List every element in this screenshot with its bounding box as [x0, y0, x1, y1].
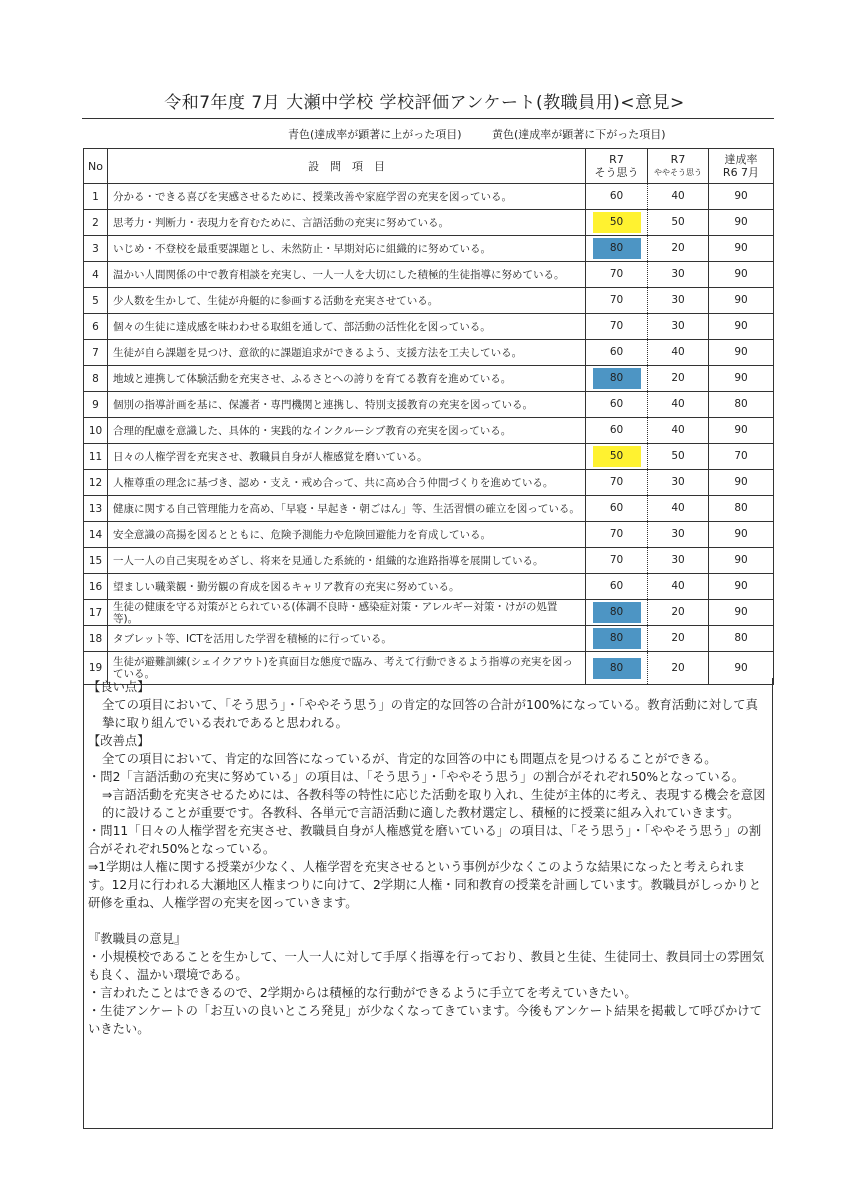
improvement-q11: ・問11「日々の人権学習を充実させ、教職員自身が人権感覚を磨いている」の項目は、「そう思う」・「ややそう思う」の割合がそれぞれ50%となっている。 — [88, 824, 762, 856]
somewhat-agree-value-text: 30 — [671, 528, 685, 540]
agree-value-text: 60 — [609, 424, 624, 436]
somewhat-agree-value — [648, 340, 709, 366]
staff-opinion-2: ・言われたことはできるので、2学期からは積極的な行動ができるように手立てを考えていきたい。 — [88, 986, 637, 1000]
agree-value — [586, 236, 648, 262]
row-number: 1 — [84, 184, 108, 210]
improvement-intro: 全ての項目において、肯定的な回答になっているが、肯定的な回答の中にも問題点を見つけるることができる。 — [102, 752, 717, 766]
legend-yellow: 黄色(達成率が顕著に下がった項目) — [492, 128, 666, 141]
staff-opinion-1: ・小規模校であることを生かして、一人一人に対して手厚く指導を行っており、教員と生徒、生徒同士、教員同士の雰囲気も良く、温かい環境である。 — [88, 950, 765, 982]
row-number: 10 — [84, 418, 108, 444]
question-text: 一人一人の自己実現をめざし、将来を見通した系統的・組織的な進路指導を展開している。 — [108, 548, 586, 574]
spacer — [84, 912, 772, 930]
achievement-rate-text: 90 — [734, 606, 748, 618]
somewhat-agree-value-text: 30 — [671, 554, 685, 566]
question-text: 個別の指導計画を基に、保護者・専門機関と連携し、特別支援教育の充実を図っている。 — [108, 392, 586, 418]
table-header-row — [84, 149, 774, 184]
somewhat-agree-value — [648, 470, 709, 496]
agree-value-text: 70 — [609, 294, 624, 306]
somewhat-agree-value-text: 40 — [671, 580, 685, 592]
staff-opinions-heading: 『教職員の意見』 — [88, 932, 187, 946]
row-number: 3 — [84, 236, 108, 262]
question-text: 合理的配慮を意識した、具体的・実践的なインクルーシブ教育の充実を図っている。 — [108, 418, 586, 444]
achievement-rate-text: 80 — [734, 502, 748, 514]
achievement-rate-text: 90 — [734, 216, 748, 228]
question-text: 地域と連携して体験活動を充実させ、ふるさとへの誇りを育てる教育を進めている。 — [108, 366, 586, 392]
agree-value-text: 80 — [593, 238, 641, 259]
table-row — [84, 184, 774, 210]
agree-value-text: 70 — [609, 268, 624, 280]
header-r7-somewhat — [648, 149, 709, 184]
table-row — [84, 392, 774, 418]
table-row — [84, 340, 774, 366]
agree-value — [586, 548, 648, 574]
row-number: 17 — [84, 600, 108, 626]
somewhat-agree-value-text: 40 — [671, 424, 685, 436]
achievement-rate-value — [709, 314, 774, 340]
agree-value — [586, 262, 648, 288]
agree-value — [586, 184, 648, 210]
achievement-rate-text: 70 — [734, 450, 748, 462]
header-r7-somewhat-label: ややそう思う — [654, 168, 702, 177]
achievement-rate-value — [709, 210, 774, 236]
row-number: 7 — [84, 340, 108, 366]
agree-value-text: 70 — [609, 528, 624, 540]
somewhat-agree-value-text: 20 — [671, 242, 685, 254]
agree-value — [586, 470, 648, 496]
somewhat-agree-value — [648, 418, 709, 444]
row-number: 12 — [84, 470, 108, 496]
somewhat-agree-value — [648, 210, 709, 236]
agree-value — [586, 574, 648, 600]
achievement-rate-value — [709, 262, 774, 288]
header-r7-somewhat-year: R7 — [670, 153, 686, 166]
row-number: 5 — [84, 288, 108, 314]
agree-value-text: 70 — [609, 554, 624, 566]
row-number: 2 — [84, 210, 108, 236]
row-number: 14 — [84, 522, 108, 548]
achievement-rate-value — [709, 366, 774, 392]
achievement-rate-text: 90 — [734, 190, 748, 202]
achievement-rate-value — [709, 418, 774, 444]
table-row — [84, 288, 774, 314]
question-text: 生徒が自ら課題を見つけ、意欲的に課題追求ができるよう、支援方法を工夫している。 — [108, 340, 586, 366]
header-r7-agree — [586, 149, 648, 184]
agree-value — [586, 418, 648, 444]
somewhat-agree-value-text: 40 — [671, 398, 685, 410]
table-row — [84, 496, 774, 522]
table-row — [84, 548, 774, 574]
header-r7-agree-label: そう思う — [594, 166, 639, 179]
question-text: 分かる・できる喜びを実感させるために、授業改善や家庭学習の充実を図っている。 — [108, 184, 586, 210]
question-text: いじめ・不登校を最重要課題とし、未然防止・早期対応に組織的に努めている。 — [108, 236, 586, 262]
achievement-rate-text: 80 — [734, 398, 748, 410]
row-number: 4 — [84, 262, 108, 288]
table-row — [84, 262, 774, 288]
somewhat-agree-value-text: 30 — [671, 294, 685, 306]
somewhat-agree-value — [648, 626, 709, 652]
agree-value — [586, 288, 648, 314]
achievement-rate-text: 90 — [734, 476, 748, 488]
achievement-rate-text: 90 — [734, 424, 748, 436]
staff-opinion-3: ・生徒アンケートの「お互いの良いところ発見」が少なくなってきています。今後もアンケート結果を掲載して呼びかけていきたい。 — [88, 1004, 762, 1036]
question-text: 温かい人間関係の中で教育相談を充実し、一人一人を大切にした積極的生徒指導に努めている。 — [108, 262, 586, 288]
somewhat-agree-value-text: 40 — [671, 346, 685, 358]
achievement-rate-value — [709, 340, 774, 366]
table-row — [84, 600, 774, 626]
survey-table — [83, 148, 774, 685]
agree-value-text: 70 — [609, 476, 624, 488]
somewhat-agree-value-text: 50 — [671, 216, 685, 228]
row-number: 19 — [84, 652, 108, 685]
somewhat-agree-value-text: 40 — [671, 502, 685, 514]
achievement-rate-text: 90 — [734, 580, 748, 592]
achievement-rate-text: 90 — [734, 528, 748, 540]
row-number: 15 — [84, 548, 108, 574]
row-number: 11 — [84, 444, 108, 470]
achievement-rate-value — [709, 496, 774, 522]
achievement-rate-value — [709, 626, 774, 652]
agree-value — [586, 522, 648, 548]
achievement-rate-text: 90 — [734, 268, 748, 280]
somewhat-agree-value — [648, 600, 709, 626]
somewhat-agree-value — [648, 366, 709, 392]
achievement-rate-value — [709, 548, 774, 574]
agree-value — [586, 392, 648, 418]
agree-value — [586, 314, 648, 340]
agree-value-text: 80 — [593, 602, 641, 623]
header-achievement-rate — [709, 149, 774, 184]
agree-value-text: 70 — [609, 320, 624, 332]
agree-value-text: 80 — [593, 628, 641, 649]
header-no: No — [84, 149, 108, 184]
achievement-rate-text: 90 — [734, 661, 748, 674]
somewhat-agree-value — [648, 184, 709, 210]
somewhat-agree-value-text: 30 — [671, 476, 685, 488]
somewhat-agree-value — [648, 548, 709, 574]
somewhat-agree-value-text: 20 — [671, 632, 685, 644]
agree-value-text: 60 — [609, 398, 624, 410]
table-row — [84, 626, 774, 652]
agree-value-text: 60 — [609, 502, 624, 514]
somewhat-agree-value-text: 20 — [671, 606, 685, 618]
question-text: 個々の生徒に達成感を味わわせる取組を通して、部活動の活性化を図っている。 — [108, 314, 586, 340]
achievement-rate-text: 80 — [734, 632, 748, 644]
somewhat-agree-value-text: 30 — [671, 320, 685, 332]
improvement-heading: 【改善点】 — [88, 734, 150, 748]
agree-value-text: 60 — [609, 346, 624, 358]
table-row — [84, 210, 774, 236]
table-row — [84, 366, 774, 392]
somewhat-agree-value — [648, 392, 709, 418]
somewhat-agree-value-text: 20 — [671, 661, 685, 674]
table-row — [84, 314, 774, 340]
achievement-rate-value — [709, 600, 774, 626]
question-text: 生徒の健康を守る対策がとられている(体調不良時・感染症対策・アレルギー対策・けがの処置等)。 — [108, 600, 586, 626]
good-points-text: 全ての項目において、「そう思う」・「ややそう思う」の肯定的な回答の合計が100%になっている。教育活動に対して真摯に取り組んでいる表れであると思われる。 — [102, 698, 758, 730]
row-number: 16 — [84, 574, 108, 600]
achievement-rate-text: 90 — [734, 346, 748, 358]
achievement-rate-text: 90 — [734, 372, 748, 384]
agree-value — [586, 366, 648, 392]
legend-blue: 青色(達成率が顕著に上がった項目) — [288, 128, 462, 141]
achievement-rate-value — [709, 184, 774, 210]
question-text: 安全意識の高揚を図るとともに、危険予測能力や危険回避能力を育成している。 — [108, 522, 586, 548]
question-text: 思考力・判断力・表現力を育むために、言語活動の充実に努めている。 — [108, 210, 586, 236]
agree-value-text: 60 — [609, 580, 624, 592]
agree-value-text: 80 — [593, 368, 641, 389]
achievement-rate-text: 90 — [734, 294, 748, 306]
improvement-q11-action: ⇒1学期は人権に関する授業が少なく、人権学習を充実させるという事例が少なくこのような結果になったと考えられます。12月に行われる大瀬地区人権まつりに向けて、2学期に人権・同和教育の授業を計画しています。教職員がしっかりと研修を重ね、人権学習の充実を図っていきます。 — [88, 860, 761, 910]
table-row — [84, 418, 774, 444]
table-row — [84, 444, 774, 470]
table-row — [84, 236, 774, 262]
agree-value — [586, 600, 648, 626]
somewhat-agree-value — [648, 236, 709, 262]
somewhat-agree-value-text: 20 — [671, 372, 685, 384]
comments-section — [83, 678, 773, 1129]
table-row — [84, 470, 774, 496]
title-underline — [82, 118, 774, 119]
achievement-rate-text: 90 — [734, 554, 748, 566]
survey-table-body — [84, 184, 774, 685]
achievement-rate-value — [709, 236, 774, 262]
achievement-rate-text: 90 — [734, 320, 748, 332]
header-question: 設 問 項 目 — [108, 149, 586, 184]
achievement-rate-value — [709, 574, 774, 600]
achievement-rate-value — [709, 470, 774, 496]
achievement-rate-value — [709, 392, 774, 418]
row-number: 9 — [84, 392, 108, 418]
achievement-rate-value — [709, 288, 774, 314]
achievement-rate-value — [709, 522, 774, 548]
question-text: 少人数を生かして、生徒が舟艇的に参画する活動を充実させている。 — [108, 288, 586, 314]
improvement-q2-action: ⇒言語活動を充実させるためには、各教科等の特性に応じた活動を取り入れ、生徒が主体的に考え、表現する機会を意図的に設けることが重要です。各教科、各単元で言語活動に適した教材選定し、積極的に授業に組み入れていきます。 — [102, 788, 766, 820]
somewhat-agree-value-text: 50 — [671, 450, 685, 462]
question-text: 日々の人権学習を充実させ、教職員自身が人権感覚を磨いている。 — [108, 444, 586, 470]
somewhat-agree-value — [648, 314, 709, 340]
agree-value — [586, 444, 648, 470]
header-rate-period: R6 7月 — [722, 166, 760, 179]
document-title: 令和7年度 7月 大瀬中学校 学校評価アンケート(教職員用)<意見> — [164, 93, 685, 113]
agree-value — [586, 210, 648, 236]
table-row — [84, 574, 774, 600]
somewhat-agree-value-text: 30 — [671, 268, 685, 280]
somewhat-agree-value — [648, 574, 709, 600]
header-rate-label: 達成率 — [724, 153, 758, 166]
row-number: 18 — [84, 626, 108, 652]
row-number: 8 — [84, 366, 108, 392]
achievement-rate-text: 90 — [734, 242, 748, 254]
agree-value-text: 80 — [593, 658, 641, 679]
question-text: 人権尊重の理念に基づき、認め・支え・戒め合って、共に高め合う仲間づくりを進めている。 — [108, 470, 586, 496]
agree-value — [586, 626, 648, 652]
agree-value-text: 50 — [593, 212, 641, 233]
agree-value-text: 60 — [609, 190, 624, 202]
header-r7-agree-year: R7 — [609, 153, 624, 166]
agree-value — [586, 496, 648, 522]
question-text: 生徒が避難訓練(シェイクアウト)を真面目な態度で臨み、考えて行動できるよう指導の充実を図っている。 — [108, 652, 586, 685]
agree-value-text: 50 — [593, 446, 641, 467]
somewhat-agree-value — [648, 262, 709, 288]
somewhat-agree-value — [648, 522, 709, 548]
somewhat-agree-value-text: 40 — [671, 190, 685, 202]
achievement-rate-value — [709, 444, 774, 470]
somewhat-agree-value — [648, 444, 709, 470]
table-row — [84, 522, 774, 548]
question-text: 健康に関する自己管理能力を高め、「早寝・早起き・朝ごはん」等、生活習慣の確立を図っている。 — [108, 496, 586, 522]
question-text: タブレット等、ICTを活用した学習を積極的に行っている。 — [108, 626, 586, 652]
row-number: 6 — [84, 314, 108, 340]
agree-value — [586, 340, 648, 366]
good-points-heading: 【良い点】 — [88, 680, 150, 694]
improvement-q2: ・問2「言語活動の充実に努めている」の項目は、「そう思う」・「ややそう思う」の割合がそれぞれ50%となっている。 — [88, 770, 745, 784]
question-text: 望ましい職業観・勤労観の育成を図るキャリア教育の充実に努めている。 — [108, 574, 586, 600]
somewhat-agree-value — [648, 288, 709, 314]
somewhat-agree-value — [648, 496, 709, 522]
row-number: 13 — [84, 496, 108, 522]
